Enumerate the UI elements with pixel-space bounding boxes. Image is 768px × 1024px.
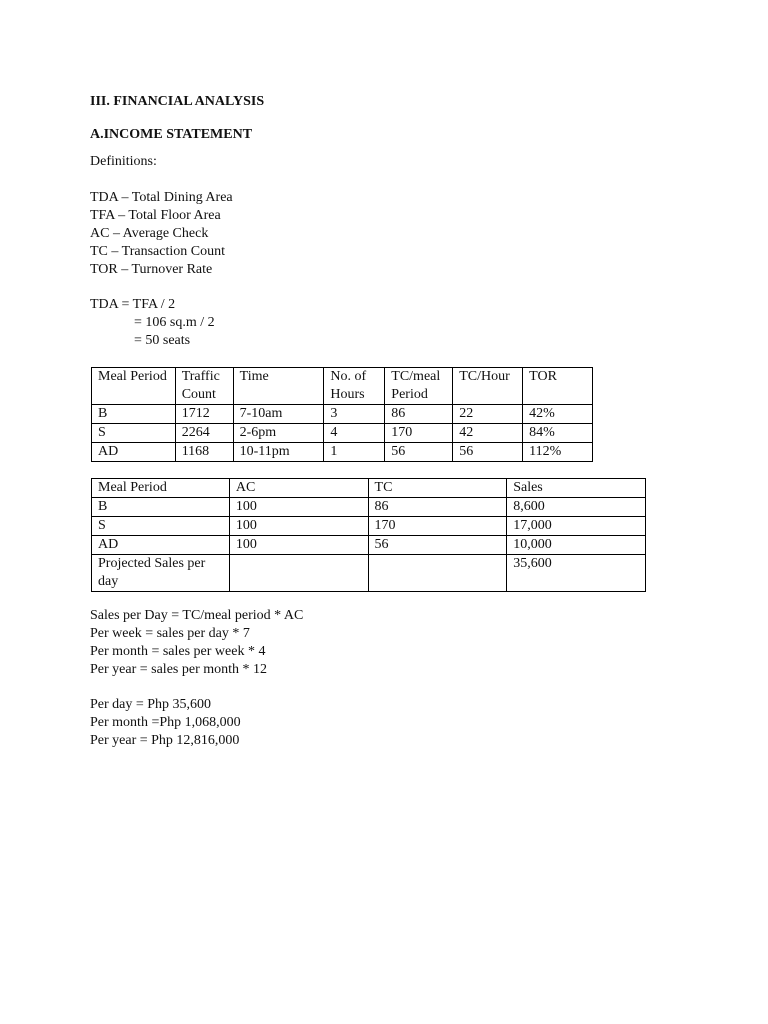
formula-line: Sales per Day = TC/meal period * AC: [90, 608, 304, 623]
header-cell: TC: [368, 479, 507, 498]
table-row: [92, 405, 593, 424]
table-cell: 3: [324, 405, 385, 424]
table-cell: 100: [229, 536, 368, 555]
definition-item: TDA – Total Dining Area: [90, 190, 233, 205]
result-line: Per day = Php 35,600: [90, 697, 212, 712]
table-cell: B: [92, 405, 176, 424]
table-cell: 56: [385, 443, 453, 462]
table-header-row: [92, 368, 593, 405]
results-list: [90, 696, 241, 750]
table-cell: 84%: [523, 424, 593, 443]
result-line: Per month =Php 1,068,000: [90, 715, 241, 730]
table-cell: 42: [453, 424, 523, 443]
table-row: [92, 517, 646, 536]
table-cell: 100: [229, 517, 368, 536]
header-cell: Sales: [507, 479, 646, 498]
table-cell: 56: [368, 536, 507, 555]
definitions-list: [90, 189, 233, 279]
table-cell: 2264: [175, 424, 233, 443]
sales-table: [91, 478, 646, 592]
table-cell: 1712: [175, 405, 233, 424]
table-cell: 112%: [523, 443, 593, 462]
definition-item: AC – Average Check: [90, 226, 209, 241]
table-row: [92, 424, 593, 443]
table-cell: 170: [385, 424, 453, 443]
table-cell: 86: [368, 498, 507, 517]
formula-line: Per week = sales per day * 7: [90, 626, 250, 641]
table-cell: S: [92, 517, 230, 536]
header-cell: Meal Period: [92, 368, 176, 405]
table-cell: 4: [324, 424, 385, 443]
table-total-row: [92, 555, 646, 592]
definition-item: TFA – Total Floor Area: [90, 208, 221, 223]
definition-item: TOR – Turnover Rate: [90, 262, 213, 277]
table-cell: 42%: [523, 405, 593, 424]
header-cell: No. of Hours: [324, 368, 385, 405]
table-cell: 100: [229, 498, 368, 517]
formula-list: [90, 607, 303, 679]
table-cell: [229, 555, 368, 592]
table-cell: 1: [324, 443, 385, 462]
table-cell: S: [92, 424, 176, 443]
table-header-row: [92, 479, 646, 498]
section-title: III. FINANCIAL ANALYSIS: [90, 94, 265, 109]
table-cell: 10-11pm: [233, 443, 324, 462]
table-cell: 22: [453, 405, 523, 424]
table-cell: 8,600: [507, 498, 646, 517]
table-cell: Projected Sales per day: [92, 555, 230, 592]
header-cell: Traffic Count: [175, 368, 233, 405]
tda-step: = 50 seats: [134, 333, 191, 348]
header-cell: Meal Period: [92, 479, 230, 498]
header-cell: AC: [229, 479, 368, 498]
table-cell: [368, 555, 507, 592]
definitions-label: [90, 153, 157, 171]
header-cell: TOR: [523, 368, 593, 405]
tda-formula: TDA = TFA / 2: [90, 297, 176, 312]
table-row: [92, 536, 646, 555]
table-cell: 7-10am: [233, 405, 324, 424]
tda-step: = 106 sq.m / 2: [134, 315, 215, 330]
table-row: [92, 443, 593, 462]
header-cell: TC/meal Period: [385, 368, 453, 405]
table-cell: 56: [453, 443, 523, 462]
meal-period-table: [91, 367, 593, 462]
table-row: [92, 498, 646, 517]
formula-line: Per year = sales per month * 12: [90, 662, 268, 677]
header-cell: Time: [233, 368, 324, 405]
table-cell: B: [92, 498, 230, 517]
table-cell: 170: [368, 517, 507, 536]
table-cell: 17,000: [507, 517, 646, 536]
definition-item: TC – Transaction Count: [90, 244, 225, 259]
table-cell: AD: [92, 536, 230, 555]
table-cell: 1168: [175, 443, 233, 462]
tda-calculation: [90, 296, 215, 350]
table-cell: AD: [92, 443, 176, 462]
header-cell: TC/Hour: [453, 368, 523, 405]
table-cell: 35,600: [507, 555, 646, 592]
table-cell: 10,000: [507, 536, 646, 555]
result-line: Per year = Php 12,816,000: [90, 733, 240, 748]
formula-line: Per month = sales per week * 4: [90, 644, 266, 659]
definitions-heading: Definitions:: [90, 154, 157, 169]
subsection-title: A.INCOME STATEMENT: [90, 127, 253, 142]
table-cell: 2-6pm: [233, 424, 324, 443]
table-cell: 86: [385, 405, 453, 424]
